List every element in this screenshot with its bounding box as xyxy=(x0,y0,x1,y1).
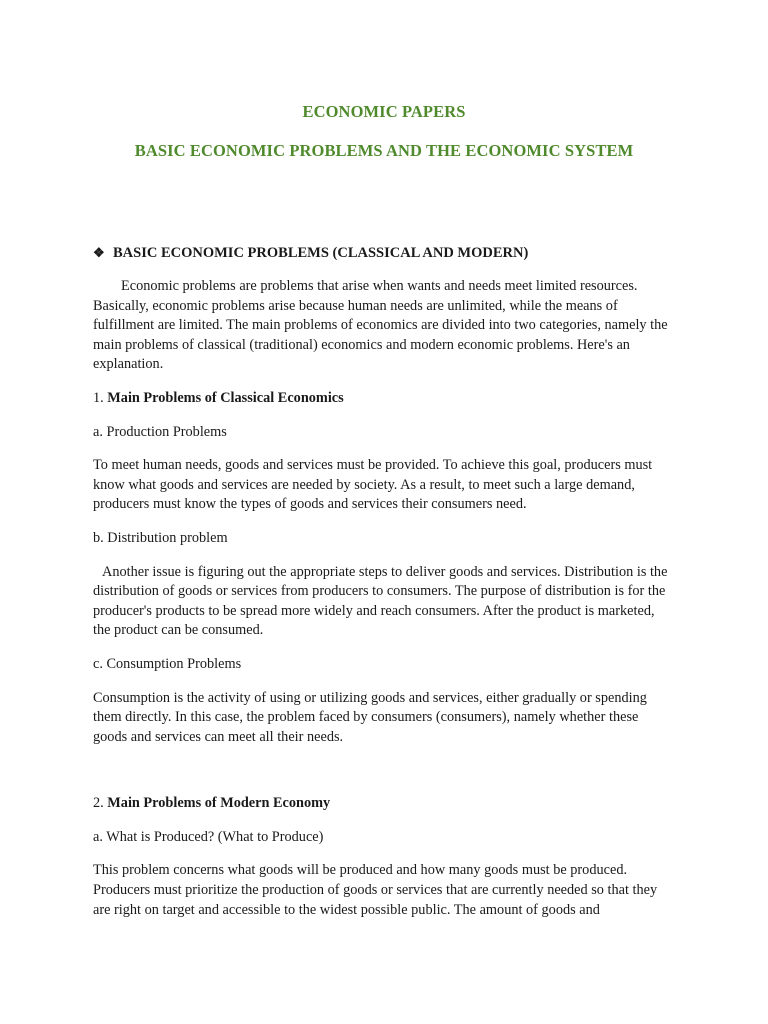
consumption-title: c. Consumption Problems xyxy=(93,655,242,672)
what-produced-paragraph: This problem concerns what goods will be produced and how many goods must be produced. Producers must prioritize the production of goods or services that are currently needed so that they are right on target and accessible to the widest possible public. The amount of goods and xyxy=(93,862,658,918)
modern-heading-text: Main Problems of Modern Economy xyxy=(107,795,331,812)
classical-heading xyxy=(93,389,675,409)
section-heading xyxy=(93,243,675,263)
classical-number: 1. xyxy=(93,389,108,406)
document-title: ECONOMIC PAPERS xyxy=(302,102,466,121)
classical-heading-text: Main Problems of Classical Economics xyxy=(107,389,344,406)
modern-heading xyxy=(93,794,675,814)
diamond-bullet-icon: ❖ xyxy=(93,245,105,260)
distribution-title: b. Distribution problem xyxy=(93,529,228,546)
modern-number: 2. xyxy=(93,795,108,812)
what-produced-title: a. What is Produced? (What to Produce) xyxy=(93,828,324,845)
consumption-paragraph: Consumption is the activity of using or utilizing goods and services, either gradually or spending them directly. In this case, the problem faced by consumers (consumers), namely whether these goods and services can meet all their needs. xyxy=(93,689,647,745)
section-heading-text: BASIC ECONOMIC PROBLEMS (CLASSICAL AND MODERN) xyxy=(113,245,529,261)
intro-paragraph: Economic problems are problems that arise when wants and needs meet limited resources. Basically, economic problems arise because human needs are unlimited, while the means of fulfillment are limited. The main problems of economics are divided into two categories, namely the main problems of classical (traditional) economics and modern economic problems. Here's an explanation. xyxy=(93,278,668,373)
distribution-paragraph: Another issue is figuring out the appropriate steps to deliver goods and services. Distribution is the distribution of goods or services from producers to consumers. The purpose of distribution is for the producer's products to be spread more widely and reach consumers. After the product is marketed, the product can be consumed. xyxy=(93,563,668,639)
document-subtitle: BASIC ECONOMIC PROBLEMS AND THE ECONOMIC SYSTEM xyxy=(134,141,634,160)
production-title: a. Production Problems xyxy=(93,423,227,440)
production-paragraph: To meet human needs, goods and services must be provided. To achieve this goal, producers must know what goods and services are needed by society. As a result, to meet such a large demand, producers must know the types of goods and services their consumers need. xyxy=(93,457,653,513)
